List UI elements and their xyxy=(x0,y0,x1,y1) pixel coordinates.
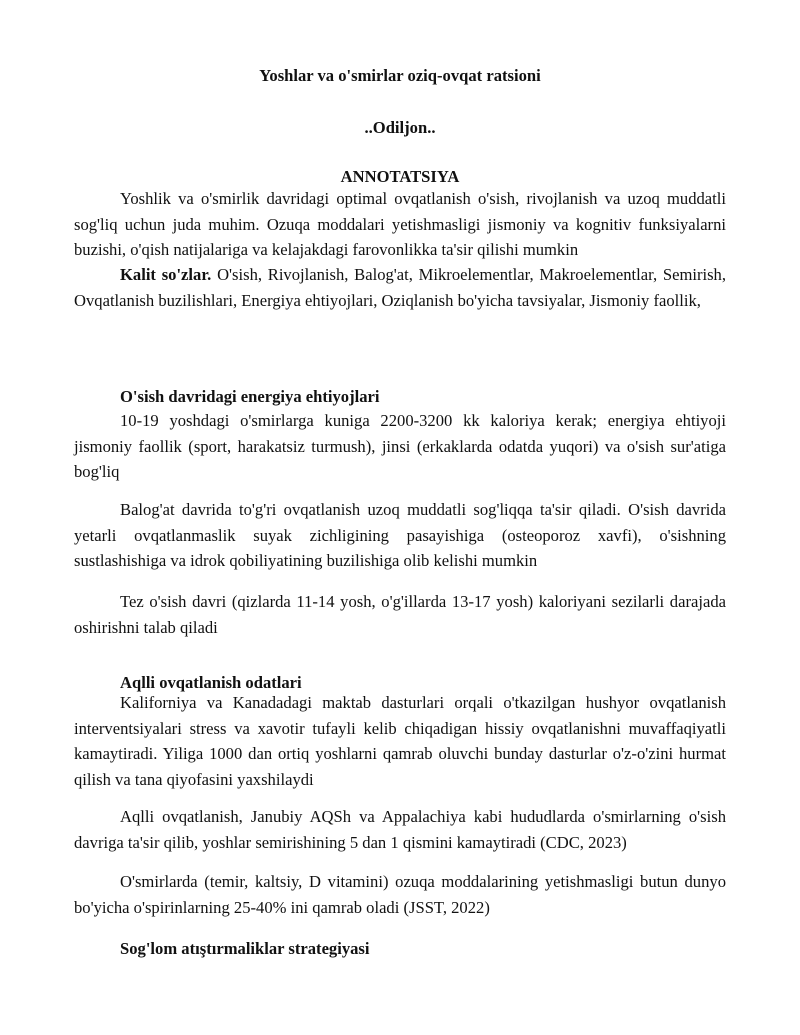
section1-paragraph-2: Balog'at davrida to'g'ri ovqatlanish uzoq muddatli sog'liqqa ta'sir qiladi. O'sish davrida yetarli ovqatlanmaslik suyak zichligining pasayishiga (osteoporoz xavfi), o'sishning sustlashishiga va idrok qobiliyatining buzilishiga olib kelishi mumkin xyxy=(74,500,726,570)
section-heading-smart-eating: Aqlli ovqatlanish odatlari xyxy=(120,673,302,692)
document-author: ..Odiljon.. xyxy=(364,118,436,137)
section2-paragraph-3: O'smirlarda (temir, kaltsiy, D vitamini) ozuqa moddalarining yetishmasligi butun dunyo bo'yicha o'spirinlarning 25-40% ini qamrab oladi (JSST, 2022) xyxy=(74,872,726,917)
keywords-text: O'sish, Rivojlanish, Balog'at, Mikroelementlar, Makroelementlar, Semirish, Ovqatlanish buzilishlari, Energiya ehtiyojlari, Oziqlanish bo'yicha tavsiyalar, Jismoniy faollik, xyxy=(74,265,727,310)
section2-paragraph-1: Kaliforniya va Kanadadagi maktab dasturlari orqali o'tkazilgan hushyor ovqatlanish interventsiyalari stress va xavotir tufayli kelib chiqadigan hissiy ovqatlanishni muvaffaqiyatli kamaytiradi. Yiliga 1000 dan ortiq yoshlarni qamrab oluvchi bunday dasturlar o'z-o'zini hurmat qilish va tana qiyofasini yaxshilaydi xyxy=(74,693,726,789)
keywords-label: Kalit so'zlar. xyxy=(120,265,212,284)
section2-paragraph-2: Aqlli ovqatlanish, Janubiy AQSh va Appalachiya kabi hududlarda o'smirlarning o'sish davriga ta'sir qilib, yoshlar semirishining 5 dan 1 qismini kamaytiradi (CDC, 2023) xyxy=(74,807,726,852)
section-heading-snacks: Sog'lom atıştırmaliklar strategiyasi xyxy=(120,939,370,958)
annotation-heading: ANNOTATSIYA xyxy=(340,167,460,186)
document-title: Yoshlar va o'smirlar oziq-ovqat ratsioni xyxy=(259,66,541,85)
section1-paragraph-1: 10-19 yoshdagi o'smirlarga kuniga 2200-3200 kk kaloriya kerak; energiya ehtiyoji jismoniy faollik (sport, harakatsiz turmush), jinsi (erkaklarda odatda yuqori) va o'sish sur'atiga bog'liq xyxy=(74,411,726,481)
section-heading-energy: O'sish davridagi energiya ehtiyojlari xyxy=(120,387,380,406)
keywords-paragraph xyxy=(74,262,726,313)
annotation-paragraph: Yoshlik va o'smirlik davridagi optimal ovqatlanish o'sish, rivojlanish va uzoq muddatli sog'liq uchun juda muhim. Ozuqa moddalari yetishmasligi jismoniy va kognitiv funksiyalarni buzishi, o'qish natijalariga va kelajakdagi farovonlikka ta'sir qilishi mumkin xyxy=(74,189,726,259)
document-page xyxy=(74,0,726,1035)
section1-paragraph-3: Tez o'sish davri (qizlarda 11-14 yosh, o'g'illarda 13-17 yosh) kaloriyani sezilarli darajada oshirishni talab qiladi xyxy=(74,592,726,637)
